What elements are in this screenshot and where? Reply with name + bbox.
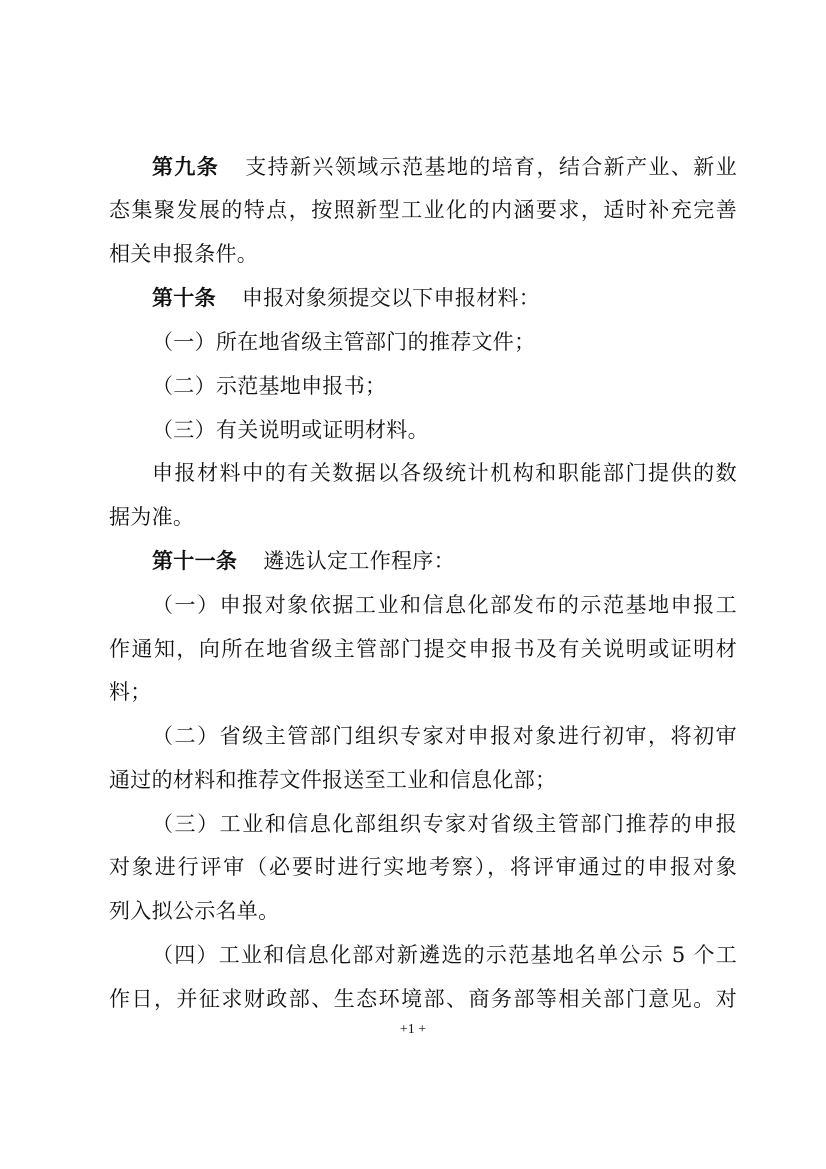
- text-line: 作通知，向所在地省级主管部门提交申报书及有关说明或证明材: [109, 637, 737, 661]
- page-number: +1 +: [399, 1022, 427, 1037]
- text-line: 作日，并征求财政部、生态环境部、商务部等相关部门意见。对: [109, 987, 737, 1011]
- text-line: （二）示范基地申报书；: [152, 374, 387, 398]
- text-line: 通过的材料和推荐文件报送至工业和信息化部；: [109, 768, 557, 792]
- article-heading: 第十条: [152, 286, 216, 310]
- text-line: 列入拟公示名单。: [109, 899, 280, 923]
- text-line: （四）工业和信息化部对新遴选的示范基地名单公示 5 个工: [152, 943, 737, 967]
- text-line: （一）所在地省级主管部门的推荐文件；: [152, 330, 536, 354]
- text-line: 态集聚发展的特点，按照新型工业化的内涵要求，适时补充完善: [109, 198, 737, 222]
- article-heading: 第十一条: [152, 549, 238, 573]
- text-line: 据为准。: [109, 505, 195, 529]
- text-line: （三）工业和信息化部组织专家对省级主管部门推荐的申报: [152, 812, 737, 836]
- text-line: （三）有关说明或证明材料。: [152, 418, 429, 442]
- text-line: （一）申报对象依据工业和信息化部发布的示范基地申报工: [152, 593, 737, 617]
- text-line: 第十条 申报对象须提交以下申报材料：: [152, 286, 541, 310]
- text-line: 第十一条 遴选认定工作程序：: [152, 549, 455, 573]
- text-line: 料；: [109, 680, 152, 704]
- text-line: 对象进行评审（必要时进行实地考察），将评审通过的申报对象: [109, 855, 737, 879]
- text-line: 相关申报条件。: [109, 242, 259, 266]
- text-line: （二）省级主管部门组织专家对申报对象进行初审，将初审: [152, 724, 737, 748]
- text-line: 申报材料中的有关数据以各级统计机构和职能部门提供的数: [152, 461, 737, 485]
- text-line: 第九条 支持新兴领域示范基地的培育，结合新产业、新业: [152, 155, 737, 179]
- article-heading: 第九条: [152, 155, 220, 179]
